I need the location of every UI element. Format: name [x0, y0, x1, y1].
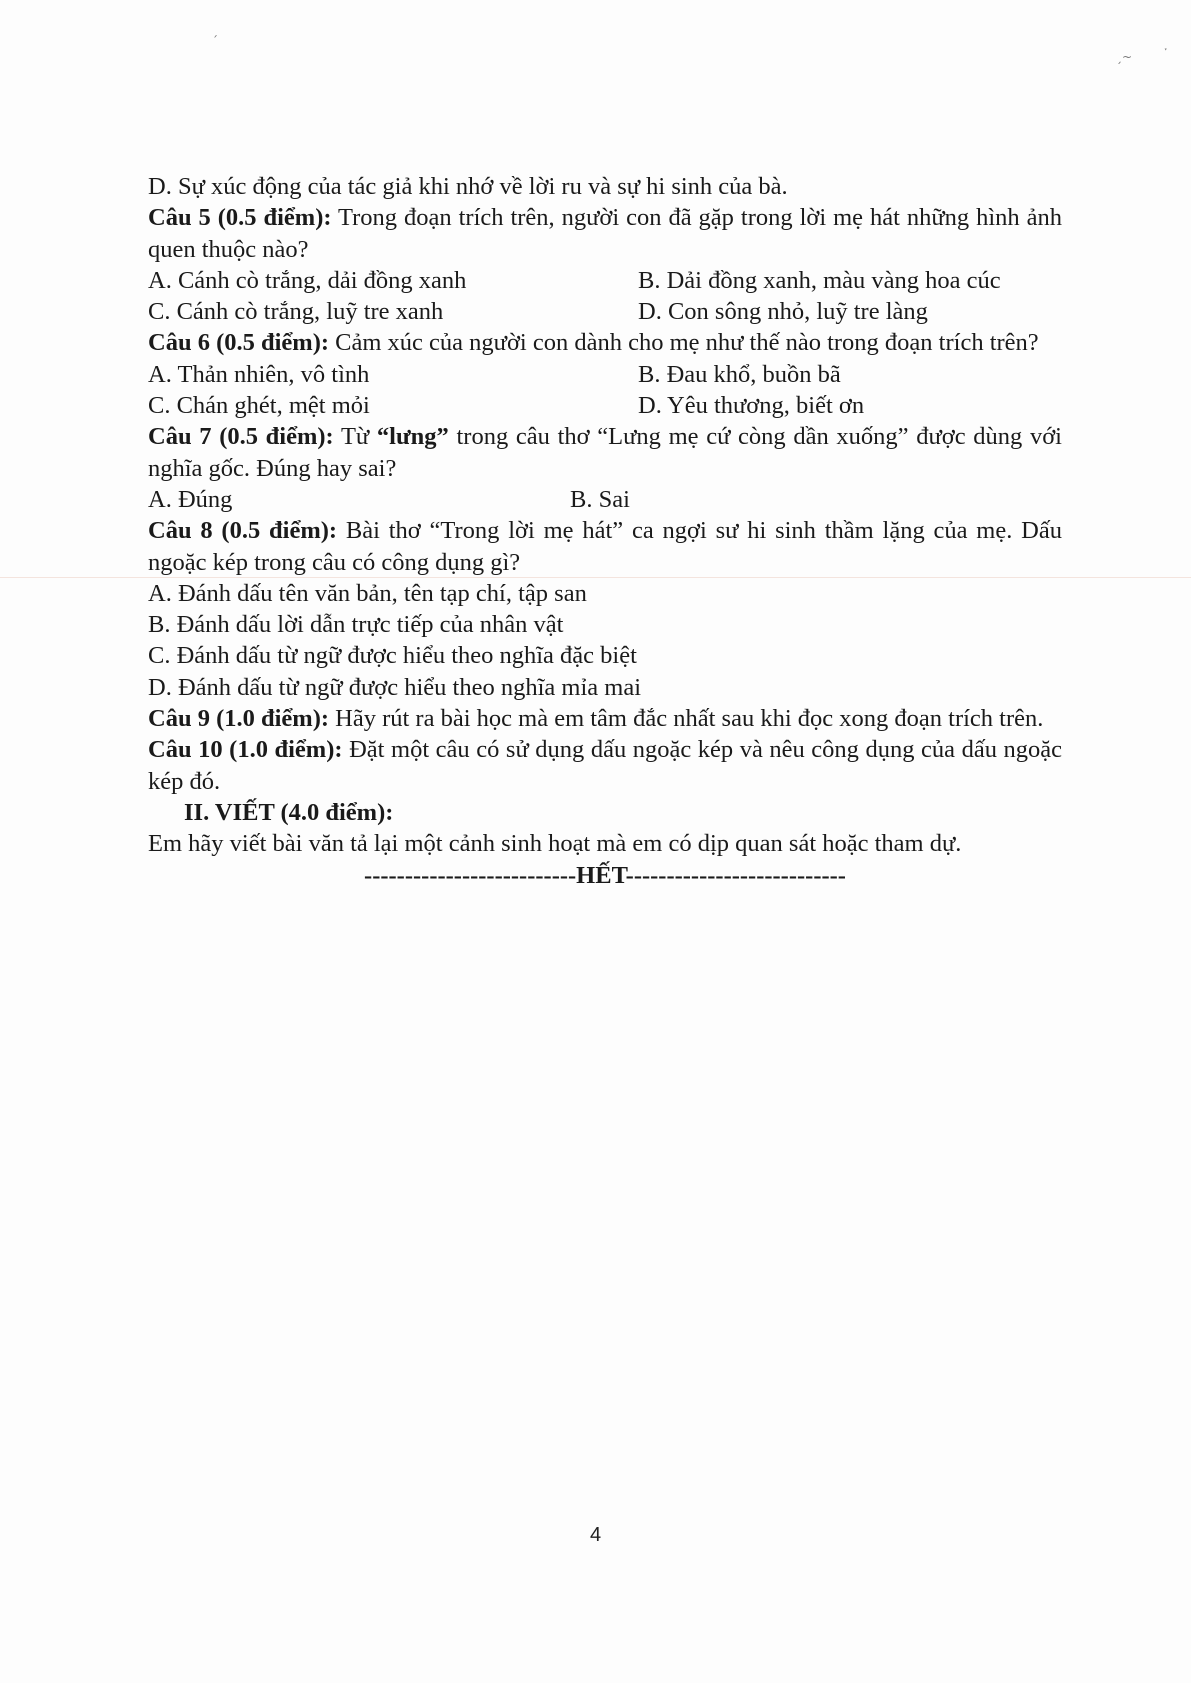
q8-option-b: B. Đánh dấu lời dẫn trực tiếp của nhân vật: [148, 611, 564, 639]
question-6-options-row-1: [148, 359, 1062, 390]
scan-speck: ´: [212, 34, 218, 48]
question-5: [148, 202, 1062, 265]
question-5-label: Câu 5 (0.5 điểm):: [148, 204, 332, 232]
end-marker-text: --------------------------HẾT---------------------------: [364, 861, 846, 889]
scan-speck: ˏ~: [1116, 50, 1133, 64]
q7-option-b: B. Sai: [570, 485, 630, 513]
question-10: [148, 734, 1062, 797]
scan-speck: ˑ: [1164, 44, 1169, 58]
q5-option-a: A. Cánh cò trắng, dải đồng xanh: [148, 266, 467, 294]
q5-option-c: C. Cánh cò trắng, luỹ tre xanh: [148, 298, 444, 326]
q4-option-d: D. Sự xúc động của tác giả khi nhớ về lời ru và sự hi sinh của bà.: [148, 173, 788, 200]
question-6: [148, 327, 1062, 358]
question-9-label: Câu 9 (1.0 điểm):: [148, 705, 330, 733]
q5-option-d: D. Con sông nhỏ, luỹ tre làng: [638, 298, 928, 326]
question-9-text: Hãy rút ra bài học mà em tâm đắc nhất sau khi đọc xong đoạn trích trên.: [329, 705, 1044, 733]
question-7-label: Câu 7 (0.5 điểm):: [148, 423, 334, 451]
q6-option-a: A. Thản nhiên, vô tình: [148, 360, 370, 388]
section-2-heading-text: II. VIẾT (4.0 điểm):: [184, 798, 394, 826]
question-10-label: Câu 10 (1.0 điểm):: [148, 736, 343, 764]
question-8-text: Bài thơ “Trong lời mẹ hát” ca ngợi sư hi sinh thầm lặng của mẹ. Dấu ngoặc kép trong câu có công dụng gì?: [148, 517, 1062, 576]
question-9: [148, 703, 1062, 734]
end-marker: [148, 860, 1062, 891]
q7-option-a: A. Đúng: [148, 485, 233, 513]
q8-option-d: D. Đánh dấu từ ngữ được hiểu theo nghĩa mỉa mai: [148, 673, 642, 701]
question-7-text-after: trong câu thơ “Lưng mẹ cứ còng dần xuống” được dùng với nghĩa gốc. Đúng hay sai?: [148, 423, 1062, 482]
question-7: [148, 421, 1062, 484]
q6-option-c: C. Chán ghét, mệt mỏi: [148, 392, 370, 420]
question-7-text-before: Từ: [333, 423, 377, 451]
question-8-label: Câu 8 (0.5 điểm):: [148, 517, 338, 545]
question-5-options-row-1: [148, 265, 1062, 296]
question-6-label: Câu 6 (0.5 điểm):: [148, 329, 330, 357]
question-7-keyword: “lưng”: [376, 423, 449, 451]
question-5-options-row-2: [148, 296, 1062, 327]
q6-option-d: D. Yêu thương, biết ơn: [638, 392, 865, 420]
page-number: 4: [589, 1524, 602, 1546]
question-10-text: Đặt một câu có sử dụng dấu ngoặc kép và nêu công dụng của dấu ngoặc kép đó.: [148, 736, 1063, 795]
question-5-text: Trong đoạn trích trên, người con đã gặp trong lời mẹ hát những hình ảnh quen thuộc nào?: [148, 204, 1063, 263]
q8-option-a: A. Đánh dấu tên văn bản, tên tạp chí, tập san: [148, 579, 587, 607]
q6-option-b: B. Đau khổ, buồn bã: [638, 360, 841, 388]
question-6-text: Cảm xúc của người con dành cho mẹ như thế nào trong đoạn trích trên?: [329, 329, 1039, 357]
question-6-options-row-2: [148, 390, 1062, 421]
q5-option-b: B. Dải đồng xanh, màu vàng hoa cúc: [638, 266, 1001, 294]
section-2-prompt: Em hãy viết bài văn tả lại một cảnh sinh hoạt mà em có dịp quan sát hoặc tham dự.: [148, 830, 962, 858]
question-7-options-row: [148, 484, 1062, 515]
q8-option-c: C. Đánh dấu từ ngữ được hiểu theo nghĩa đặc biệt: [148, 642, 637, 670]
exam-questions: [148, 171, 1062, 891]
question-8: [148, 515, 1062, 578]
section-2-heading: [148, 797, 1062, 828]
